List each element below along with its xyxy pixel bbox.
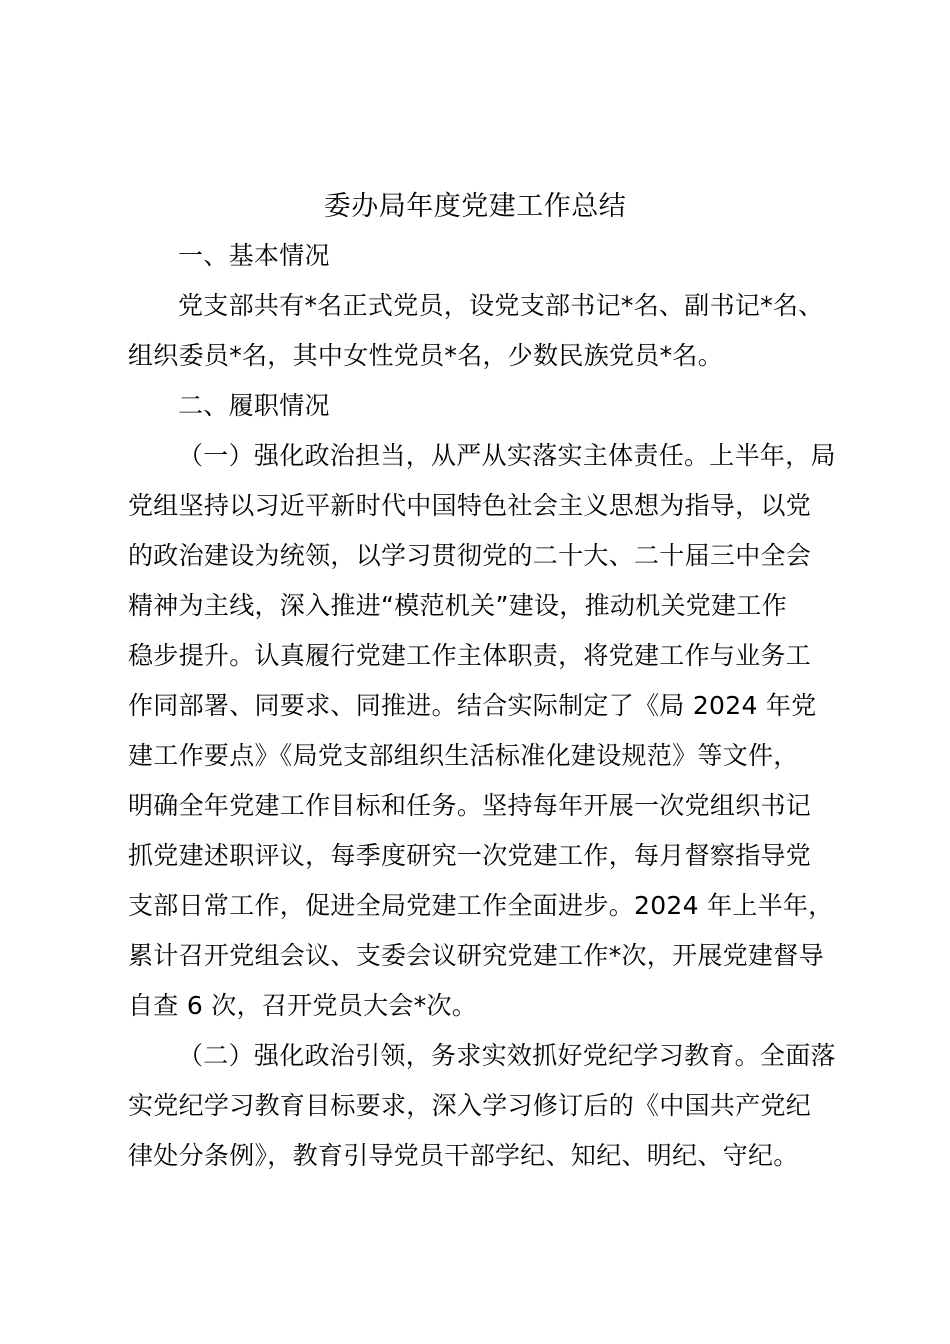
paragraph-line: 作同部署、同要求、同推进。结合实际制定了《局 2024 年党 [128, 691, 817, 720]
paragraph-line: （一）强化政治担当，从严从实落实主体责任。上半年，局 [178, 441, 836, 470]
paragraph-line: 律处分条例》，教育引导党员干部学纪、知纪、明纪、守纪。 [128, 1141, 799, 1170]
paragraph-line: 稳步提升。认真履行党建工作主体职责，将党建工作与业务工 [128, 641, 812, 670]
paragraph-line: 实党纪学习教育目标要求，深入学习修订后的《中国共产党纪 [128, 1091, 812, 1120]
paragraph-line: 自查 6 次，召开党员大会*次。 [128, 991, 478, 1020]
paragraph-line: （二）强化政治引领，务求实效抓好党纪学习教育。全面落 [178, 1041, 836, 1070]
section-heading-duties: 二、履职情况 [178, 391, 330, 420]
document-title: 委办局年度党建工作总结 [323, 191, 627, 222]
paragraph-line: 抓党建述职评议，每季度研究一次党建工作，每月督察指导党 [128, 841, 812, 870]
paragraph-line: 明确全年党建工作目标和任务。坚持每年开展一次党组织书记 [128, 791, 812, 820]
paragraph-line: 建工作要点》《局党支部组织生活标准化建设规范》等文件， [128, 741, 799, 770]
paragraph-line: 精神为主线，深入推进“模范机关”建设，推动机关党建工作 [128, 591, 788, 620]
paragraph-line: 的政治建设为统领，以学习贯彻党的二十大、二十届三中全会 [128, 541, 812, 570]
paragraph-line: 党组坚持以习近平新时代中国特色社会主义思想为指导，以党 [128, 491, 812, 520]
paragraph-line: 党支部共有*名正式党员，设党支部书记*名、副书记*名、 [178, 291, 824, 320]
section-heading-basic: 一、基本情况 [178, 241, 330, 270]
paragraph-line: 支部日常工作，促进全局党建工作全面进步。2024 年上半年， [128, 891, 834, 920]
document-body [128, 231, 840, 1181]
paragraph-line: 累计召开党组会议、支委会议研究党建工作*次，开展党建督导 [128, 941, 824, 970]
paragraph-line: 组织委员*名，其中女性党员*名，少数民族党员*名。 [128, 341, 724, 370]
